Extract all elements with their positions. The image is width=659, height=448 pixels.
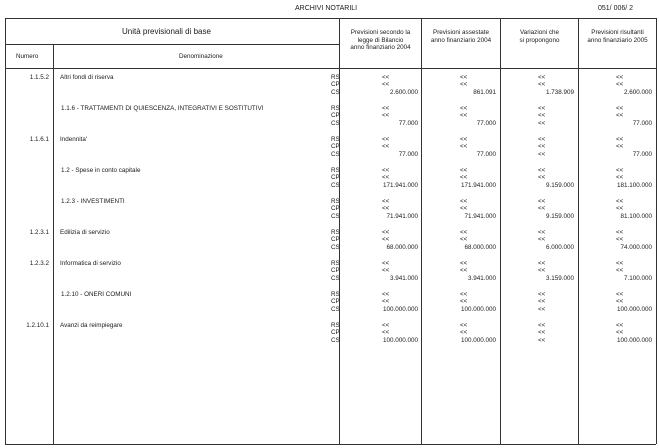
- value-cell-cs: 3.159.000: [545, 274, 574, 282]
- value-cell-cp: <<: [538, 112, 546, 120]
- value-cell-cs: <<: [538, 305, 546, 313]
- value-cell-cp: <<: [460, 112, 468, 120]
- header-line: anno finanziario 2004: [430, 36, 492, 44]
- value-cell-cp: <<: [460, 174, 468, 182]
- row-label-cs: CS: [331, 274, 340, 282]
- value-cell-rs: <<: [616, 105, 624, 112]
- value-cell-rs: <<: [616, 136, 624, 143]
- value-cell-rs: <<: [616, 167, 624, 174]
- row-denominazione: Indennita': [60, 136, 88, 143]
- header-numero: Numero: [16, 53, 39, 60]
- value-cell-cp: <<: [538, 298, 546, 306]
- row-label-cp: CP: [331, 329, 340, 337]
- header-line: Variazioni che: [519, 29, 560, 36]
- value-cell-cp: <<: [538, 236, 546, 244]
- value-cell-cp: <<: [616, 112, 624, 120]
- value-cell-rs: <<: [616, 260, 624, 267]
- row-label-cs: CS: [331, 150, 340, 158]
- value-cell-rs: <<: [460, 322, 468, 329]
- value-cell-cp: <<: [382, 112, 390, 120]
- value-cell-cs: 71.941.000: [464, 212, 496, 220]
- header-previsioni-legge: [340, 29, 421, 52]
- value-cell-cs: 68.000.000: [386, 243, 418, 251]
- row-label-cp: CP: [331, 267, 340, 275]
- header-line: legge di Bilancio: [357, 36, 404, 44]
- value-cell-rs: <<: [460, 105, 468, 112]
- header-line: Previsioni secondo la: [350, 29, 411, 36]
- value-cell-cs: 7.100.000: [623, 274, 652, 282]
- value-cell-cs: 861.091: [473, 88, 496, 96]
- value-cell-cp: <<: [382, 143, 390, 151]
- row-label-cp: CP: [331, 298, 340, 306]
- value-cell-cp: <<: [616, 205, 624, 213]
- row-label-cs: CS: [331, 181, 340, 189]
- value-cell-cp: <<: [616, 298, 624, 306]
- row-label-rs: RS: [331, 229, 340, 236]
- header-line: si propongono: [519, 36, 560, 44]
- value-cell-rs: <<: [538, 105, 546, 112]
- value-cell-cp: <<: [460, 81, 468, 89]
- row-label-cp: CP: [331, 205, 340, 213]
- value-cell-rs: <<: [616, 322, 624, 329]
- row-label-rs: RS: [331, 198, 340, 205]
- value-cell-cp: <<: [538, 174, 546, 182]
- value-cell-rs: <<: [460, 229, 468, 236]
- value-cell-rs: <<: [538, 229, 546, 236]
- value-cell-cp: <<: [538, 267, 546, 275]
- value-cell-cp: <<: [382, 81, 390, 89]
- header-variazioni: [501, 29, 578, 44]
- value-cell-cs: <<: [538, 119, 546, 127]
- value-cell-cp: <<: [538, 143, 546, 151]
- value-cell-cs: 171.941.000: [382, 181, 418, 189]
- header-line: anno finanziario 2005: [587, 36, 648, 44]
- value-cell-cs: 6.000.000: [545, 243, 574, 251]
- value-cell-rs: <<: [382, 229, 390, 236]
- value-cell-cp: <<: [460, 205, 468, 213]
- value-cell-rs: <<: [460, 136, 468, 143]
- row-label-cs: CS: [331, 243, 340, 251]
- value-cell-cp: <<: [460, 329, 468, 337]
- header-line: anno finanziario 2004: [350, 44, 411, 51]
- header-unita-previsionali: Unità previsionali di base: [122, 27, 211, 36]
- value-cell-cs: 77.000: [398, 150, 418, 158]
- row-denominazione: 1.2.3 - INVESTIMENTI: [61, 198, 125, 205]
- value-cell-rs: <<: [616, 291, 624, 298]
- value-cell-cp: <<: [382, 236, 390, 244]
- value-cell-cs: 77.000: [632, 150, 652, 158]
- header-denominazione: Denominazione: [179, 53, 223, 60]
- value-cell-cs: 100.000.000: [382, 336, 418, 344]
- row-denominazione: Altri fondi di riserva: [60, 74, 114, 81]
- value-cell-rs: <<: [538, 136, 546, 143]
- row-numero: 1.1.5.2: [29, 74, 49, 81]
- row-numero: 1.2.3.1: [29, 229, 49, 236]
- header-line: Previsioni risultanti: [591, 29, 644, 36]
- value-cell-cs: 71.941.000: [386, 212, 418, 220]
- row-label-rs: RS: [331, 105, 340, 112]
- value-cell-cs: 2.600.000: [389, 88, 418, 96]
- value-cell-rs: <<: [382, 105, 390, 112]
- row-label-rs: RS: [331, 167, 340, 174]
- value-cell-cp: <<: [538, 205, 546, 213]
- value-cell-rs: <<: [382, 198, 390, 205]
- value-cell-rs: <<: [616, 74, 624, 81]
- value-cell-cs: 1.738.909: [545, 88, 574, 96]
- value-cell-cp: <<: [460, 298, 468, 306]
- value-cell-cs: <<: [538, 336, 546, 344]
- row-denominazione: Edilizia di servizio: [60, 229, 110, 236]
- value-cell-cp: <<: [460, 236, 468, 244]
- value-cell-cs: 171.941.000: [460, 181, 496, 189]
- value-cell-cs: 9.159.000: [545, 181, 574, 189]
- row-label-cp: CP: [331, 81, 340, 89]
- row-denominazione: Avanzi da reimpiegare: [60, 322, 123, 329]
- value-cell-rs: <<: [460, 260, 468, 267]
- row-label-cp: CP: [331, 236, 340, 244]
- row-label-rs: RS: [331, 136, 340, 143]
- value-cell-rs: <<: [538, 260, 546, 267]
- row-label-cs: CS: [331, 212, 340, 220]
- value-cell-cp: <<: [616, 143, 624, 151]
- value-cell-rs: <<: [382, 291, 390, 298]
- value-cell-cs: 77.000: [398, 119, 418, 127]
- value-cell-cp: <<: [616, 329, 624, 337]
- value-cell-rs: <<: [538, 167, 546, 174]
- row-label-cp: CP: [331, 174, 340, 182]
- value-cell-cs: 9.159.000: [545, 212, 574, 220]
- value-cell-cp: <<: [616, 236, 624, 244]
- value-cell-rs: <<: [382, 167, 390, 174]
- row-denominazione: 1.1.6 - TRATTAMENTI DI QUIESCENZA, INTEGRATIVI E SOSTITUTIVI: [61, 105, 264, 112]
- value-cell-cs: 68.000.000: [464, 243, 496, 251]
- value-cell-cs: 77.000: [476, 150, 496, 158]
- row-label-rs: RS: [331, 74, 340, 81]
- row-label-cp: CP: [331, 112, 340, 120]
- value-cell-rs: <<: [538, 198, 546, 205]
- row-label-rs: RS: [331, 260, 340, 267]
- header-previsioni-risultanti: [579, 29, 656, 44]
- value-cell-rs: <<: [538, 74, 546, 81]
- value-cell-cs: 100.000.000: [382, 305, 418, 313]
- value-cell-cp: <<: [382, 174, 390, 182]
- value-cell-cs: 2.600.000: [623, 88, 652, 96]
- value-cell-rs: <<: [460, 291, 468, 298]
- value-cell-cp: <<: [382, 267, 390, 275]
- value-cell-rs: <<: [538, 322, 546, 329]
- value-cell-cs: 100.000.000: [616, 305, 652, 313]
- value-cell-rs: <<: [382, 136, 390, 143]
- value-cell-cp: <<: [538, 81, 546, 89]
- value-cell-cp: <<: [382, 298, 390, 306]
- header-line: Previsioni assestate: [433, 29, 489, 36]
- value-cell-rs: <<: [382, 260, 390, 267]
- value-cell-rs: <<: [538, 291, 546, 298]
- value-cell-cp: <<: [616, 267, 624, 275]
- value-cell-rs: <<: [616, 198, 624, 205]
- row-label-rs: RS: [331, 291, 340, 298]
- row-label-cs: CS: [331, 88, 340, 96]
- row-numero: 1.2.10.1: [26, 322, 49, 329]
- value-cell-cs: 100.000.000: [460, 336, 496, 344]
- row-numero: 1.2.3.2: [29, 260, 49, 267]
- row-label-cs: CS: [331, 336, 340, 344]
- value-cell-rs: <<: [382, 322, 390, 329]
- row-denominazione: 1.2 - Spese in conto capitale: [61, 167, 141, 174]
- value-cell-rs: <<: [616, 229, 624, 236]
- value-cell-cs: 74.000.000: [620, 243, 652, 251]
- page-reference: 051/ 006/ 2: [598, 5, 634, 12]
- value-cell-cs: 3.941.000: [389, 274, 418, 282]
- value-cell-cp: <<: [382, 329, 390, 337]
- value-cell-cs: 81.100.000: [620, 212, 652, 220]
- value-cell-cs: 77.000: [476, 119, 496, 127]
- document-title: ARCHIVI NOTARILI: [295, 5, 358, 12]
- value-cell-cp: <<: [460, 267, 468, 275]
- value-cell-rs: <<: [460, 198, 468, 205]
- value-cell-cp: <<: [616, 81, 624, 89]
- row-numero: 1.1.6.1: [29, 136, 49, 143]
- row-label-cp: CP: [331, 143, 340, 151]
- row-label-cs: CS: [331, 305, 340, 313]
- row-label-rs: RS: [331, 322, 340, 329]
- value-cell-cp: <<: [382, 205, 390, 213]
- value-cell-rs: <<: [460, 74, 468, 81]
- value-cell-rs: <<: [382, 74, 390, 81]
- value-cell-cp: <<: [460, 143, 468, 151]
- value-cell-cp: <<: [538, 329, 546, 337]
- value-cell-cp: <<: [616, 174, 624, 182]
- value-cell-rs: <<: [460, 167, 468, 174]
- value-cell-cs: 181.100.000: [616, 181, 652, 189]
- value-cell-cs: 3.941.000: [467, 274, 496, 282]
- value-cell-cs: 100.000.000: [616, 336, 652, 344]
- value-cell-cs: <<: [538, 150, 546, 158]
- row-label-cs: CS: [331, 119, 340, 127]
- value-cell-cs: 77.000: [632, 119, 652, 127]
- value-cell-cs: 100.000.000: [460, 305, 496, 313]
- header-previsioni-assestate: [422, 29, 500, 44]
- row-denominazione: Informatica di servizio: [60, 260, 121, 267]
- row-denominazione: 1.2.10 - ONERI COMUNI: [61, 291, 132, 298]
